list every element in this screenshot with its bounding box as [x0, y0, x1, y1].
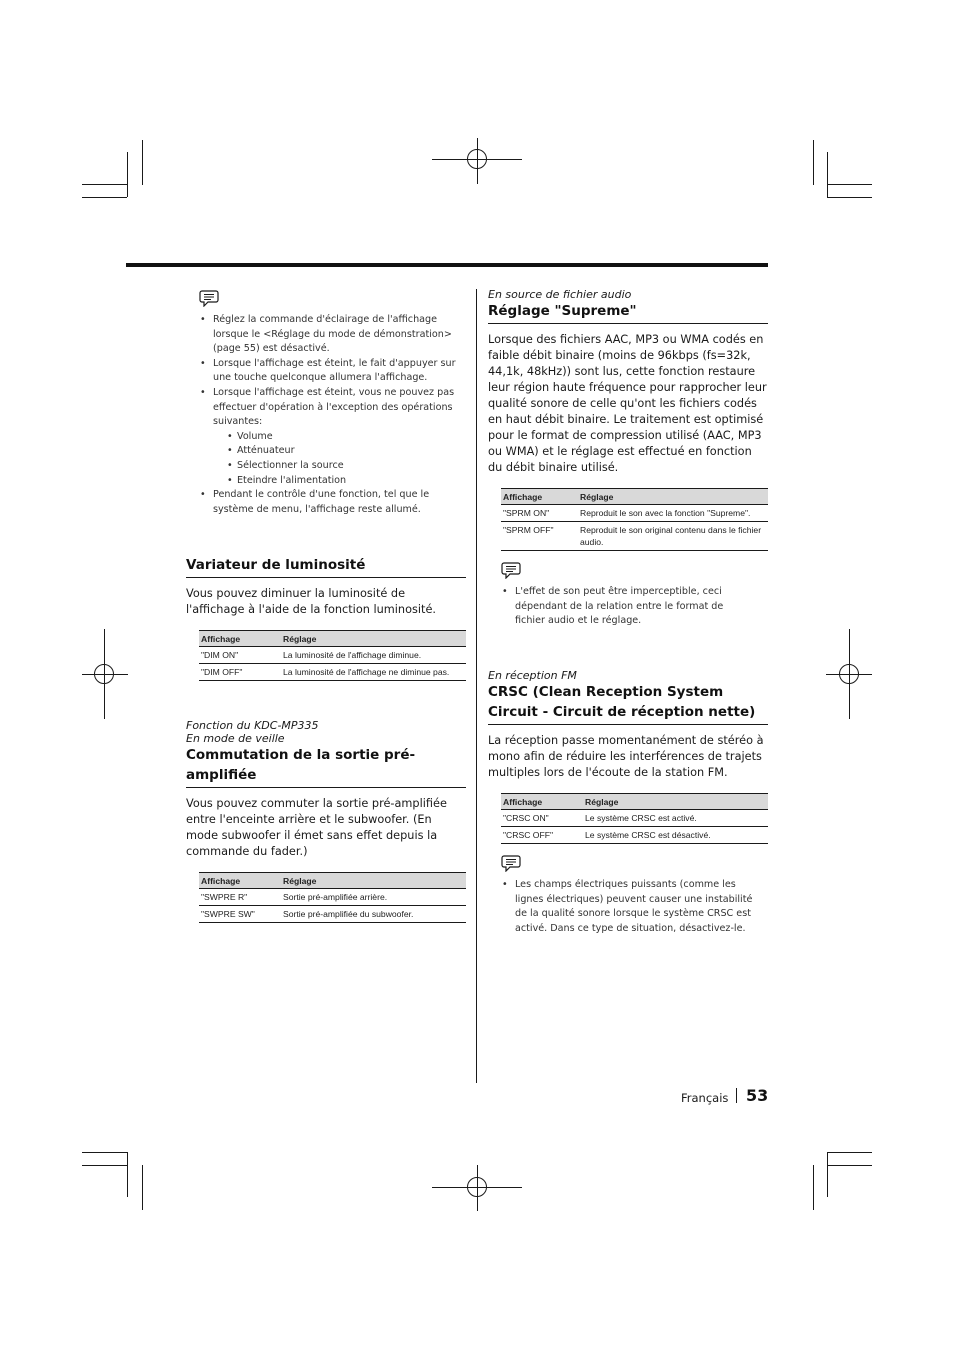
crsc-note [501, 854, 756, 936]
note-text: Lorsque l'affichage est éteint, vous ne pouvez pas effectuer d'opération à l'exception des opérations suivantes: [213, 386, 455, 428]
supreme-section [488, 288, 768, 629]
operation-item: • Volume [227, 430, 465, 445]
table-row [199, 889, 466, 906]
setting-desc: La luminosité de l'affichage ne diminue pas. [281, 664, 466, 681]
footer-separator [736, 1088, 737, 1103]
commutation-section [186, 719, 466, 923]
crsc-section [488, 669, 768, 936]
settings-table [501, 488, 768, 551]
setting-desc: La luminosité de l'affichage diminue. [281, 647, 466, 664]
note-icon [501, 561, 521, 579]
table-row [199, 664, 466, 681]
section-body: Vous pouvez commuter la sortie pré-amplifiée entre l'enceinte arrière et le subwoofer. (En mode subwoofer il émet sans effet depuis la commande du fader.) [186, 797, 447, 858]
operations-list [213, 430, 465, 488]
note-item: • L'effet de son peut être imperceptible, ceci dépendant de la relation entre le format de fichier audio et le réglage. [501, 585, 756, 629]
section-body: La réception passe momentanément de stéréo à mono afin de réduire les interférences de trajets multiples lors de l'écoute de la station FM. [488, 734, 764, 779]
setting-desc: Sortie pré-amplifiée arrière. [281, 889, 466, 906]
table-row [501, 505, 768, 522]
display-value: "DIM OFF" [199, 664, 281, 681]
operation-item: • Sélectionner la source [227, 459, 465, 474]
display-value: "DIM ON" [199, 647, 281, 664]
note-item: • Pendant le contrôle d'une fonction, tel que le système de menu, l'affichage reste allumé. [199, 488, 465, 517]
note-item: • Lorsque l'affichage est éteint, le fait d'appuyer sur une touche quelconque allumera l'affichage. [199, 357, 465, 386]
supreme-note [501, 561, 756, 629]
display-value: "SPRM ON" [501, 505, 578, 522]
note-item: • Réglez la commande d'éclairage de l'affichage lorsque le <Réglage du mode de démonstration> (page 55) est désactivé. [199, 313, 465, 357]
note-item: • Les champs électriques puissants (comme les lignes électriques) peuvent causer une instabilité de la qualité sonore lorsque le système CRSC est activé. Dans ce type de situation, désactivez-le. [501, 878, 756, 936]
column-header: Affichage [501, 794, 583, 810]
context-label: Fonction du KDC-MP335 [186, 719, 319, 732]
table-row [501, 827, 768, 844]
header-rule [126, 263, 768, 267]
column-header: Affichage [199, 873, 281, 889]
section-title: Commutation de la sortie pré-amplifiée [186, 745, 466, 788]
column-header: Affichage [199, 631, 281, 647]
note-icon [501, 854, 521, 872]
setting-desc: Reproduit le son original contenu dans le fichier audio. [578, 522, 768, 551]
section-title: CRSC (Clean Reception System Circuit - Circuit de réception nette) [488, 682, 768, 725]
table-row [501, 522, 768, 551]
setting-desc: Le système CRSC est désactivé. [583, 827, 768, 844]
section-title: Variateur de luminosité [186, 555, 466, 578]
left-notes-block [199, 289, 465, 517]
settings-table [199, 630, 466, 681]
variateur-section [186, 555, 466, 681]
setting-desc: Sortie pré-amplifiée du subwoofer. [281, 906, 466, 923]
table-row [501, 810, 768, 827]
setting-desc: Le système CRSC est activé. [583, 810, 768, 827]
context-label: En source de fichier audio [488, 288, 632, 301]
column-header: Réglage [281, 631, 466, 647]
operation-item: • Eteindre l'alimentation [227, 474, 465, 489]
display-value: "CRSC OFF" [501, 827, 583, 844]
column-header: Réglage [281, 873, 466, 889]
display-value: "SWPRE R" [199, 889, 281, 906]
operation-item: • Atténuateur [227, 444, 465, 459]
column-header: Affichage [501, 489, 578, 505]
note-icon [199, 289, 219, 307]
settings-table [501, 793, 768, 844]
settings-table [199, 872, 466, 923]
display-value: "SPRM OFF" [501, 522, 578, 551]
context-label: En mode de veille [186, 732, 285, 745]
display-value: "SWPRE SW" [199, 906, 281, 923]
section-body: Vous pouvez diminuer la luminosité de l'affichage à l'aide de la fonction luminosité. [186, 587, 436, 616]
column-header: Réglage [578, 489, 768, 505]
notes-list [199, 313, 465, 517]
display-value: "CRSC ON" [501, 810, 583, 827]
setting-desc: Reproduit le son avec la fonction "Supreme". [578, 505, 768, 522]
column-divider [476, 289, 477, 1083]
page-number: 53 [746, 1086, 769, 1105]
table-row [199, 906, 466, 923]
table-row [199, 647, 466, 664]
context-label: En réception FM [488, 669, 577, 682]
section-body: Lorsque des fichiers AAC, MP3 ou WMA codés en faible débit binaire (moins de 96kbps (fs=32k, 44,1k, 48kHz)) sont lus, cette fonction restaure leur région haute fréquence pour rapprocher leur qualité sonore de celle qu'ont les fichiers codés en haut débit binaire. Le traitement est optimisé pour le format de compression utilisé (AAC, MP3 ou WMA) et le réglage est effectué en fonction du débit binaire utilisé. [488, 333, 767, 474]
footer-language: Français [681, 1091, 729, 1105]
note-item [199, 386, 465, 488]
section-title: Réglage "Supreme" [488, 301, 768, 324]
column-header: Réglage [583, 794, 768, 810]
